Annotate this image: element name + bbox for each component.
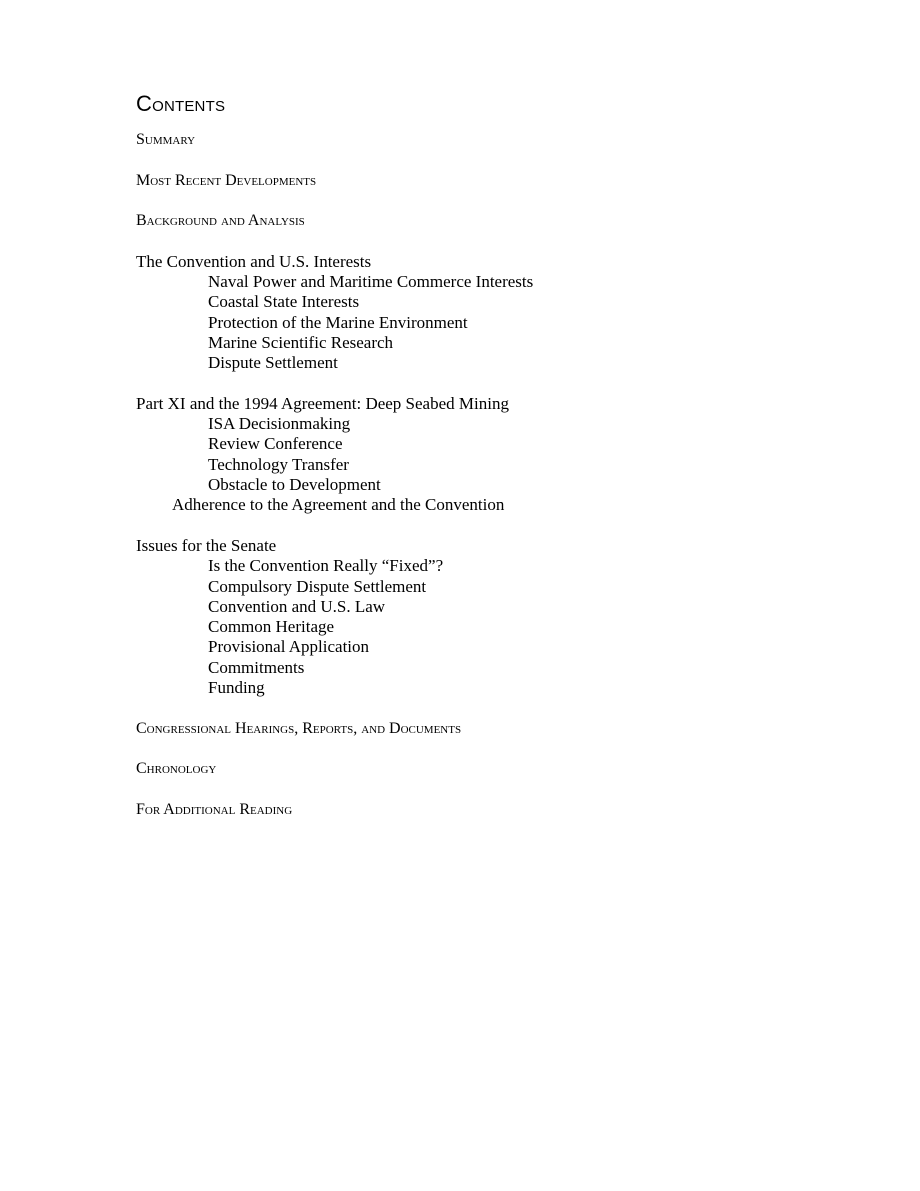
toc-subentry[interactable]: Obstacle to Development	[208, 475, 381, 495]
toc-entry-congressional-hearings[interactable]: Congressional Hearings, Reports, and Documents	[136, 719, 462, 737]
toc-subentry[interactable]: Compulsory Dispute Settlement	[208, 576, 427, 596]
toc-entry-most-recent-developments[interactable]: Most Recent Developments	[136, 171, 317, 189]
page-title: Contents	[136, 91, 226, 116]
toc-entry-additional-reading[interactable]: For Additional Reading	[136, 800, 293, 818]
toc-subentry[interactable]: Dispute Settlement	[208, 353, 338, 373]
toc-subentry[interactable]: Is the Convention Really “Fixed”?	[208, 556, 444, 576]
toc-subentry[interactable]: Marine Scientific Research	[208, 332, 394, 352]
toc-subentry[interactable]: Naval Power and Maritime Commerce Interests	[208, 272, 534, 292]
toc-subentry[interactable]: Review Conference	[208, 434, 343, 454]
toc-subentry[interactable]: Coastal State Interests	[208, 292, 360, 312]
toc-subentry[interactable]: Commitments	[208, 657, 305, 677]
toc-subentry-adherence[interactable]: Adherence to the Agreement and the Convention	[172, 495, 505, 515]
toc-subentry[interactable]: Provisional Application	[208, 637, 370, 657]
toc-subentry[interactable]: Common Heritage	[208, 617, 335, 637]
toc-subentry[interactable]: ISA Decisionmaking	[208, 414, 351, 434]
table-of-contents	[136, 88, 880, 820]
toc-subentry[interactable]: Technology Transfer	[208, 454, 349, 474]
toc-subentry[interactable]: Protection of the Marine Environment	[208, 312, 468, 332]
toc-entry-convention-us-interests[interactable]: The Convention and U.S. Interests	[136, 251, 372, 271]
toc-entry-part-xi[interactable]: Part XI and the 1994 Agreement: Deep Seabed Mining	[136, 393, 509, 413]
toc-entry-summary[interactable]: Summary	[136, 131, 196, 148]
toc-subentry[interactable]: Convention and U.S. Law	[208, 596, 386, 616]
toc-entry-issues-for-senate[interactable]: Issues for the Senate	[136, 535, 277, 555]
toc-entry-chronology[interactable]: Chronology	[136, 760, 217, 778]
toc-subentry[interactable]: Funding	[208, 678, 265, 698]
toc-entry-background-and-analysis[interactable]: Background and Analysis	[136, 212, 305, 230]
